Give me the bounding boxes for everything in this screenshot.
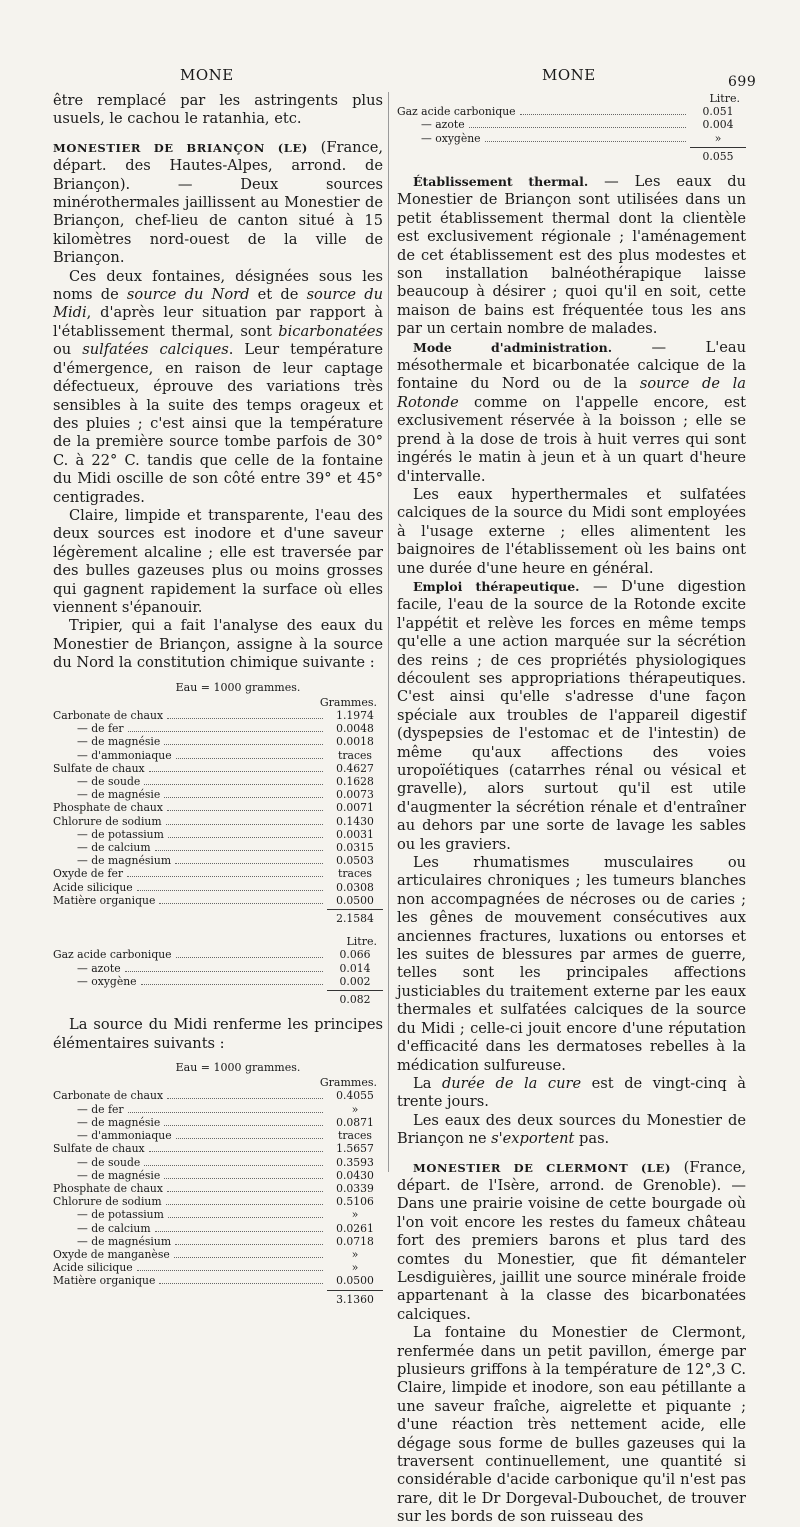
table-total: 3.1360: [327, 1290, 383, 1306]
table-total: 0.055: [690, 147, 746, 163]
table-row: [53, 1169, 383, 1182]
table-row-value: 0.4627: [336, 761, 374, 775]
table-row: [53, 1142, 383, 1155]
leader-dots: [164, 744, 323, 745]
table-row-label: — de potassium: [77, 1208, 164, 1222]
table-row-value: traces: [338, 1129, 372, 1143]
table-row-value: 0.1430: [336, 814, 374, 828]
table-row: [53, 1274, 383, 1287]
table-row: [53, 801, 383, 814]
leader-dots: [520, 114, 686, 115]
section-heading: Établissement thermal.: [413, 174, 589, 190]
table-row: [53, 867, 383, 880]
table-row-label: Carbonate de chaux: [53, 709, 164, 722]
paragraph-analysis: Tripier, qui a fait l'analyse des eaux du Monestier de Briançon, assigne à la source du Nord la constitution chimique suivante :: [53, 617, 383, 672]
leader-dots: [176, 1138, 323, 1139]
table-row-label: — de magnésie: [77, 1168, 161, 1182]
table-row: [53, 815, 383, 828]
leader-dots: [137, 1270, 323, 1271]
table-row-label: — de soude: [77, 775, 141, 789]
entry-monestier-briancon: MONESTIER DE BRIANÇON (LE) (France, départ. des Hautes-Alpes, arrond. de Briançon). — Deux sources minérothermales jaillissent au Monestier de Briançon, chef-lieu de canton situé à 15 kilomètres nord-ouest de la ville de Briançon.: [53, 138, 383, 267]
table-row: [53, 1182, 383, 1195]
table-row-value: 0.0261: [336, 1221, 374, 1235]
paragraph-rhumatismes: Les rhumatismes musculaires ou articulaires chroniques ; les tumeurs blanches non accompagnées de nécroses ou de caries ; les gênes de mouvement consécutives aux anciennes fractures, luxations ou entorses et les suites de blessures par armes de guerre, telles sont les principales affections justiciables du traitement externe par les eaux thermales et sulfatées calciques de la source du Midi ; celle-ci jouit encore d'une réputation d'efficacité dans les dermatoses rebelles à la médication sulfureuse.: [397, 854, 746, 1074]
table-row-label: Acide silicique: [53, 880, 133, 894]
table-row-value: 0.5106: [336, 1195, 374, 1209]
table-row: [53, 894, 383, 907]
leader-dots: [159, 1283, 323, 1284]
leader-dots: [164, 1125, 323, 1126]
continued-paragraph: être remplacé par les astringents plus usuels, le cachou le ratanhia, etc.: [53, 92, 383, 128]
table-row: [53, 828, 383, 841]
table-row-label: Oxyde de manganèse: [53, 1247, 170, 1261]
table-row: [397, 132, 746, 145]
table-row-label: — de magnésium: [77, 854, 172, 868]
leader-dots: [167, 810, 323, 811]
table-row-value: 0.0871: [336, 1115, 374, 1129]
paragraph-hyperthermal: Les eaux hyperthermales et sulfatées calciques de la source du Midi sont employées à l'usage externe ; elles alimentent les baignoires de l'établissement où les bains ont une durée d'une heure en général.: [397, 485, 746, 577]
table-row-label: Acide silicique: [53, 1261, 133, 1275]
page-number: 699: [728, 74, 757, 90]
leader-dots: [144, 1165, 323, 1166]
leader-dots: [167, 1098, 323, 1099]
leader-dots: [175, 1244, 323, 1245]
table-row: [397, 105, 746, 118]
leader-dots: [137, 890, 323, 891]
table-row-value: 0.0308: [336, 880, 374, 894]
leader-dots: [149, 1151, 323, 1152]
table-row-label: — de soude: [77, 1155, 141, 1169]
table-row-value: »: [351, 1261, 359, 1275]
table-row-label: — de fer: [77, 1102, 124, 1116]
table-unit: Grammes.: [319, 1076, 377, 1090]
table-row-label: — de fer: [77, 722, 124, 736]
table-row-value: 0.0430: [336, 1168, 374, 1182]
left-column: [53, 92, 383, 1316]
section-etablissement: Établissement thermal. — Les eaux du Monestier de Briançon sont utilisées dans un petit établissement thermal dont la clientèle est exclusivement régionale ; l'aménagement de cet établissement est des plus modestes et son installation balnéothérapique laisse beaucoup à désirer ; quoi qu'il en soit, cette maison de bains est fréquentée tous les ans par un certain nombre de malades.: [397, 173, 746, 338]
table-row-label: Phosphate de chaux: [53, 801, 163, 815]
table-row-label: — de magnésie: [77, 788, 161, 802]
paragraph-source-midi: La source du Midi renferme les principes élémentaires suivants :: [53, 1016, 383, 1052]
table-row: [53, 775, 383, 788]
table-unit: Litre.: [709, 92, 740, 105]
table-row: [53, 1208, 383, 1221]
table-row-label: Matière organique: [53, 893, 156, 907]
paragraph-duree-cure: La durée de la cure est de vingt-cinq à trente jours.: [397, 1074, 746, 1111]
entry-heading: MONESTIER DE CLERMONT (LE): [413, 1160, 672, 1175]
leader-dots: [159, 903, 323, 904]
table-rows: [53, 1089, 383, 1287]
table-row-label: Carbonate de chaux: [53, 1089, 164, 1103]
table-row: [53, 1248, 383, 1261]
table-row: [53, 1222, 383, 1235]
table-row: [53, 1195, 383, 1208]
leader-dots: [176, 758, 323, 759]
table-row-value: 0.0018: [336, 735, 374, 749]
table-row: [53, 1089, 383, 1102]
table-row-value: 0.014: [339, 961, 371, 975]
table-row-value: 0.0048: [336, 722, 374, 736]
table-row: [53, 1235, 383, 1248]
table-rows: [397, 105, 746, 145]
table-row-label: Oxyde de fer: [53, 867, 124, 881]
paragraph-exportation: Les eaux des deux sources du Monestier de Briançon ne s'exportent pas.: [397, 1111, 746, 1148]
table-row-value: 0.0500: [336, 893, 374, 907]
table-row: [53, 975, 383, 988]
table-total: 2.1584: [327, 909, 383, 925]
leader-dots: [469, 127, 686, 128]
table-row: [53, 1116, 383, 1129]
table-row: [53, 735, 383, 748]
table-row-value: 0.051: [702, 105, 734, 119]
table-row-value: 0.002: [339, 974, 371, 988]
leader-dots: [168, 1217, 323, 1218]
table-row: [53, 788, 383, 801]
table-row-label: — de magnésium: [77, 1234, 172, 1248]
leader-dots: [167, 718, 323, 719]
table-row: [53, 1156, 383, 1169]
leader-dots: [144, 784, 323, 785]
table-row-label: Matière organique: [53, 1274, 156, 1288]
leader-dots: [155, 1231, 323, 1232]
entry-heading: MONESTIER DE BRIANÇON (LE): [53, 140, 308, 155]
table-row-label: — azote: [77, 961, 121, 975]
table-caption: Eau = 1000 grammes.: [175, 680, 301, 694]
table-row-label: Sulfate de chaux: [53, 761, 145, 775]
table-row-label: — d'ammoniaque: [77, 748, 172, 762]
table-gas-nord: [53, 935, 383, 1006]
table-row-label: Sulfate de chaux: [53, 1142, 145, 1156]
table-row: [53, 709, 383, 722]
table-unit: Grammes.: [319, 695, 377, 709]
table-row-label: Chlorure de sodium: [53, 1195, 162, 1209]
table-row: [53, 762, 383, 775]
leader-dots: [175, 863, 323, 864]
table-row-value: 0.4055: [336, 1089, 374, 1103]
table-row-value: 0.0718: [336, 1234, 374, 1248]
entry-monestier-clermont: MONESTIER DE CLERMONT (LE) (France, départ. de l'Isère, arrond. de Grenoble). — Dans une prairie voisine de cette bourgade où l'on voit encore les restes du fameux château fort des premiers barons et plus tard des comtes du Monestier, que fit démanteler Lesdiguières, jaillit une source minérale froide appartenant à la classe des bicarbonatées calciques.: [397, 1158, 746, 1323]
table-row-value: 0.0339: [336, 1181, 374, 1195]
leader-dots: [141, 984, 323, 985]
table-row-value: 0.004: [702, 118, 734, 132]
leader-dots: [128, 1112, 323, 1113]
right-column: [397, 92, 746, 1527]
table-row-label: Gaz acide carbonique: [53, 948, 172, 962]
table-total: 0.082: [327, 990, 383, 1006]
table-row-value: 0.1628: [336, 775, 374, 789]
leader-dots: [485, 141, 686, 142]
section-heading: Emploi thérapeutique.: [413, 578, 580, 594]
table-row: [397, 118, 746, 131]
table-row-label: — de calcium: [77, 1221, 151, 1235]
table-row-label: — oxygène: [421, 131, 481, 145]
table-row-label: — de magnésie: [77, 1115, 161, 1129]
section-mode-administration: Mode d'administration. — L'eau mésothermale et bicarbonatée calcique de la fontaine du Nord ou de la source de la Rotonde comme on l'appelle encore, est exclusivement réservée à la boisson ; elle se prend à la dose de trois à huit verres qui sont ingérés le matin à jeun et à un quart d'heure d'intervalle.: [397, 338, 747, 485]
table-row-value: 0.066: [339, 948, 371, 962]
leader-dots: [155, 850, 323, 851]
table-row: [53, 749, 383, 762]
section-heading: Mode d'administration.: [413, 339, 613, 355]
leader-dots: [167, 1191, 323, 1192]
table-row-label: — de potassium: [77, 827, 164, 841]
column-divider: [388, 92, 389, 1172]
table-row-value: 0.0071: [336, 801, 374, 815]
table-row-value: 0.0500: [336, 1274, 374, 1288]
table-row-value: »: [351, 1247, 359, 1261]
table-gas-midi: [397, 92, 746, 163]
table-row-value: 1.1974: [336, 709, 374, 722]
leader-dots: [166, 824, 323, 825]
paragraph-sources: Ces deux fontaines, désignées sous les noms de source du Nord et de source du Midi, d'après leur situation par rapport à l'établissement thermal, sont bicarbonatées ou sulfatées calciques. Leur température d'émergence, en raison de leur captage défectueux, éprouve des variations très sensibles à la suite des temps orageux et des pluies ; c'est ainsi que la température de la première source tombe parfois de 30° C. à 22° C. tandis que celle de la fontaine du Midi oscille de son côté entre 39° et 45° centigrades.: [53, 267, 383, 506]
table-row-value: 0.0073: [336, 788, 374, 802]
table-row: [53, 1261, 383, 1274]
table-row-label: — oxygène: [77, 974, 137, 988]
table-source-midi: [53, 1061, 383, 1306]
table-row-label: Phosphate de chaux: [53, 1181, 163, 1195]
table-row-label: Gaz acide carbonique: [397, 105, 516, 119]
table-unit: Litre.: [346, 935, 377, 949]
table-row-label: — de calcium: [77, 841, 151, 855]
table-row-value: »: [351, 1208, 359, 1222]
section-emploi-therapeutique: Emploi thérapeutique. — D'une digestion facile, l'eau de la source de la Rotonde excite l'appétit et relève les forces en même temps qu'elle a une action marquée sur la sécrétion des reins ; de ces propriétés physiologiques découlent ses appropriations thérapeutiques. C'est ainsi qu'elle s'adresse d'une façon spéciale aux troubles de l'appareil digestif (dyspepsies de l'estomac et de l'intestin) de même qu'aux affections des voies uropoïétiques (catarrhes rénal ou vésical et gravelle), alors surtout qu'il est utile d'augmenter la sécrétion rénale et d'entraîner au dehors par une sorte de lavage les sables ou les graviers.: [397, 577, 746, 853]
leader-dots: [164, 797, 323, 798]
table-row: [53, 722, 383, 735]
leader-dots: [166, 1204, 323, 1205]
table-row-value: »: [351, 1102, 359, 1116]
leader-dots: [125, 971, 323, 972]
table-row-value: traces: [338, 867, 372, 881]
running-head-right: MONE: [542, 66, 596, 84]
leader-dots: [128, 731, 323, 732]
table-caption: Eau = 1000 grammes.: [175, 1061, 301, 1075]
table-rows: [53, 709, 383, 907]
table-row-label: — de magnésie: [77, 735, 161, 749]
table-row-value: 0.3593: [336, 1155, 374, 1169]
table-row: [53, 854, 383, 867]
table-source-nord: [53, 681, 383, 926]
table-row-label: Chlorure de sodium: [53, 814, 162, 828]
table-row: [53, 881, 383, 894]
leader-dots: [164, 1178, 323, 1179]
table-row: [53, 1129, 383, 1142]
leader-dots: [127, 876, 323, 877]
paragraph-properties: Claire, limpide et transparente, l'eau des deux sources est inodore et d'une saveur légèrement alcaline ; elle est traversée par des bulles gazeuses plus ou moins grosses qui gagnent rapidement la surface où elles viennent s'épanouir.: [53, 506, 383, 616]
leader-dots: [168, 837, 323, 838]
table-row-value: 0.0503: [336, 854, 374, 868]
table-row-value: 0.0031: [336, 827, 374, 841]
table-row-value: 1.5657: [336, 1142, 374, 1156]
paragraph-fontaine-clermont: La fontaine du Monestier de Clermont, renfermée dans un petit pavillon, émerge par plusieurs griffons à la température de 12°,3 C. Claire, limpide et inodore, son eau pétillante a une saveur fraîche, aigrelette et piquante ; d'une réaction très nettement acide, elle dégage sous forme de bulles gazeuses qui la traversent continuellement, une quantité si considérable d'acide carbonique qu'il n'est pas rare, dit le Dr Dorgeval-Dubouchet, de trouver sur les bords de son ruisseau des: [397, 1324, 746, 1526]
table-row: [53, 962, 383, 975]
leader-dots: [174, 1257, 323, 1258]
table-row: [53, 1103, 383, 1116]
running-head-left: MONE: [180, 66, 234, 84]
table-row-value: traces: [338, 748, 372, 762]
table-row: [53, 948, 383, 961]
table-row-label: — azote: [421, 118, 465, 132]
table-row-value: »: [714, 131, 722, 145]
leader-dots: [149, 771, 323, 772]
table-rows: [53, 948, 383, 988]
table-row-label: — d'ammoniaque: [77, 1129, 172, 1143]
leader-dots: [176, 957, 323, 958]
table-row: [53, 841, 383, 854]
table-row-value: 0.0315: [336, 841, 374, 855]
